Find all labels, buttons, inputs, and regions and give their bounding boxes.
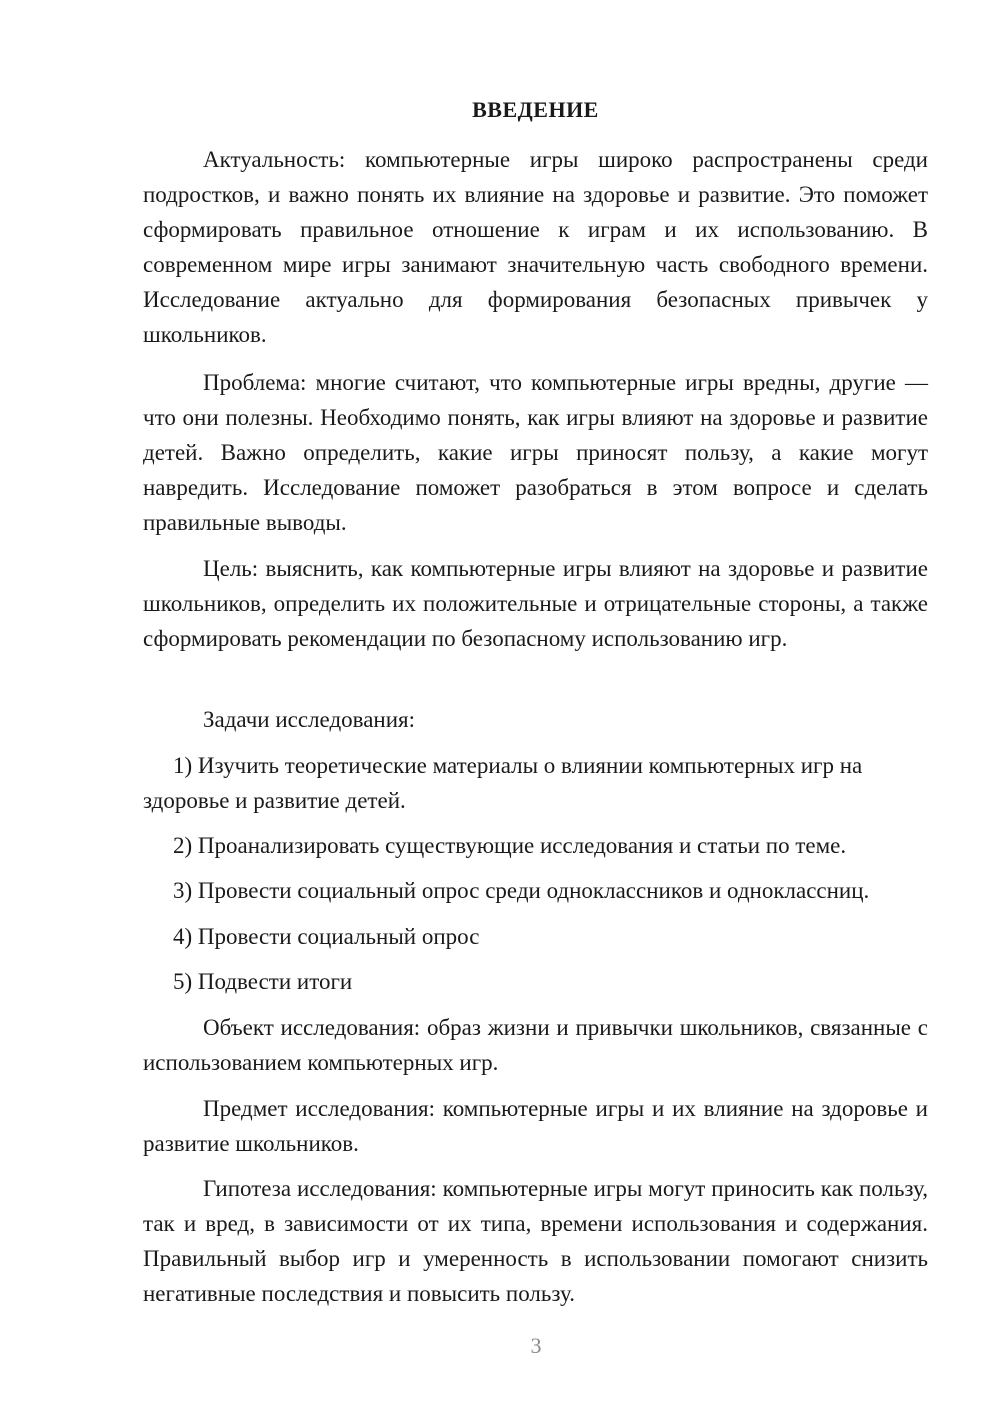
object-paragraph: Объект исследования: образ жизни и привычки школьников, связанные с использованием компьютерных игр. — [143, 1015, 928, 1075]
relevance-paragraph: Актуальность: компьютерные игры широко распространены среди подростков, и важно понять их влияние на здоровье и развитие. Это поможет сформировать правильное отношение к играм и их использованию. В современном мире игры занимают значительную часть свободного времени. Исследование актуально для формирования безопасных привычек у школьников. — [143, 147, 928, 347]
tasks-heading: Задачи исследования: — [203, 707, 416, 732]
section-title: ВВЕДЕНИЕ — [472, 97, 599, 122]
task-item-5: 5) Подвести итоги — [173, 969, 353, 994]
page-number: 3 — [530, 1333, 542, 1358]
task-item-1: 1) Изучить теоретические материалы о влиянии компьютерных игр на здоровье и развитие детей. — [143, 753, 863, 813]
problem-paragraph: Проблема: многие считают, что компьютерные игры вредны, другие — что они полезны. Необходимо понять, как игры влияют на здоровье и развитие детей. Важно определить, какие игры приносят пользу, а какие могут навредить. Исследование поможет разобраться в этом вопросе и сделать правильные выводы. — [143, 370, 928, 535]
task-item-4: 4) Провести социальный опрос — [173, 924, 480, 949]
task-item-2: 2) Проанализировать существующие исследования и статьи по теме. — [173, 833, 847, 858]
goal-paragraph: Цель: выяснить, как компьютерные игры влияют на здоровье и развитие школьников, определить их положительные и отрицательные стороны, а также сформировать рекомендации по безопасному использованию игр. — [143, 556, 928, 651]
hypothesis-paragraph: Гипотеза исследования: компьютерные игры могут приносить как пользу, так и вред, в зависимости от их типа, времени использования и содержания. Правильный выбор игр и умеренность в использовании помогают снизить негативные последствия и повысить пользу. — [143, 1176, 928, 1306]
task-item-3: 3) Провести социальный опрос среди одноклассников и одноклассниц. — [173, 878, 870, 903]
subject-paragraph: Предмет исследования: компьютерные игры и их влияние на здоровье и развитие школьников. — [143, 1096, 928, 1156]
